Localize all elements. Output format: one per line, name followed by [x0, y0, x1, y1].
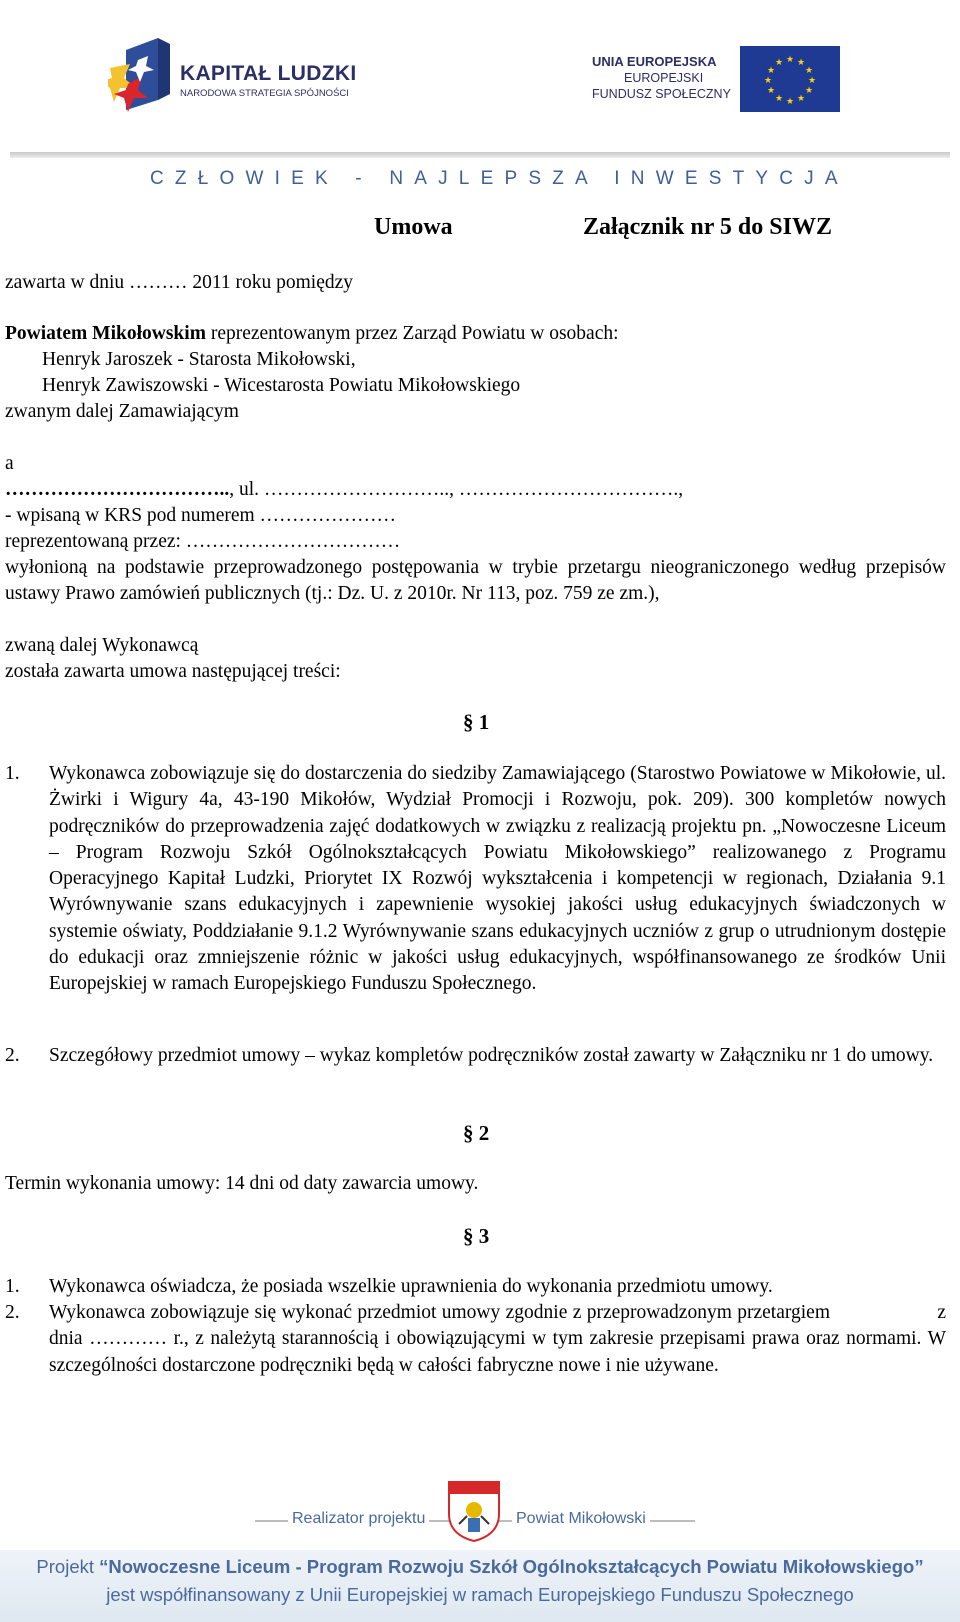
- eu-text-block: [592, 54, 731, 102]
- svg-text:★: ★: [774, 94, 784, 104]
- footer-cofinanced-line: jest współfinansowany z Unii Europejskiej w ramach Europejskiego Funduszu Społecznego: [106, 1584, 854, 1605]
- svg-text:★: ★: [785, 55, 795, 65]
- svg-text:★: ★: [785, 97, 795, 107]
- krs-line: - wpisaną w KRS pod numerem …………………: [5, 505, 397, 526]
- section-1-heading: § 1: [463, 710, 490, 734]
- selected-paragraph: wyłonioną na podstawie przeprowadzonego postępowania w trybie przetargu nieograniczonego według przepisów ustawy Prawo zamówień publicznych (tj.: Dz. U. z 2010r. Nr 113, poz. 759 ze zm.),: [5, 557, 946, 604]
- footer-project-line: [0, 1556, 960, 1578]
- footer-project-name: “Nowoczesne Liceum - Program Rozwoju Szkół Ogólnokształcących Powiatu Mikołowskiego”: [99, 1556, 924, 1577]
- svg-text:★: ★: [796, 58, 806, 68]
- motto-text: CZŁOWIEK - NAJLEPSZA INWESTYCJA: [150, 168, 849, 189]
- party2-line: [5, 477, 683, 503]
- attachment-label: Załącznik nr 5 do SIWZ: [583, 214, 832, 240]
- person1-line: Henryk Jaroszek - Starosta Mikołowski,: [42, 349, 356, 370]
- party1-name: Powiatem Mikołowskim: [5, 323, 206, 344]
- and-line: a: [5, 453, 14, 474]
- footer-realizator: Realizator projektu: [288, 1510, 429, 1528]
- concluded-line: zawarta w dniu ……… 2011 roku pomiędzy: [5, 272, 354, 293]
- section-3-item-1-number: 1.: [5, 1276, 20, 1297]
- document-title: Umowa: [374, 214, 453, 240]
- section-1-item-2: Szczegółowy przedmiot umowy – wykaz kompletów podręczników został zawarty w Załączniku nr 1 do umowy.: [49, 1045, 934, 1066]
- section-3-item-2: Wykonawca zobowiązuje się wykonać przedmiot umowy zgodnie z przeprowadzonym przetargiem z dnia ………… r., z należytą starannością i obowiązującymi w tym zakresie przepisami prawa oraz normami. W szczególności dostarczone podręczniki będą w całości fabryczne nowe i nie używane.: [49, 1302, 951, 1376]
- content-intro-line: została zawarta umowa następującej treści:: [5, 661, 341, 682]
- section-1-item-2-number: 2.: [5, 1045, 20, 1066]
- kapital-ludzki-emblem-icon: [108, 38, 188, 120]
- party1-called-line: zwanym dalej Zamawiającym: [5, 401, 239, 422]
- party1-line: [5, 321, 619, 347]
- header-divider: [10, 152, 950, 158]
- svg-text:★: ★: [796, 94, 806, 104]
- party2-called-line: zwaną dalej Wykonawcą: [5, 635, 199, 656]
- eu-line-1: UNIA EUROPEJSKA: [592, 54, 717, 69]
- svg-text:★: ★: [804, 66, 814, 76]
- kapital-ludzki-title: KAPITAŁ LUDZKI: [180, 62, 357, 85]
- section-2-heading: § 2: [463, 1121, 490, 1145]
- person2-line: Henryk Zawiszowski - Wicestarosta Powiatu Mikołowskiego: [42, 375, 521, 396]
- section-1-item-1: Wykonawca zobowiązuje się do dostarczenia do siedziby Zamawiającego (Starostwo Powiatowe w Mikołowie, ul. Żwirki i Wigury 4a, 43-190 Mikołów, Wydział Promocji i Rozwoju, pok. 209). 300 kompletów nowych podręczników do przeprowadzenia zajęć dodatkowych w związku z realizacją projektu pn. „Nowoczesne Liceum – Program Rozwoju Szkół Ogólnokształcących Powiatu Mikołowskiego” realizowanego z Programu Operacyjnego Kapitał Ludzki, Priorytet IX Rozwój wykształcenia i kompetencji w regionach, Działania 9.1 Wyrównywanie szans edukacyjnych i zapewnienie wysokiej jakości usług edukacyjnych świadczonych w systemie oświaty, Poddziałanie 9.1.2 Wyrównywanie szans edukacyjnych uczniów z grup o utrudnionym dostępie do edukacji oraz zmniejszenie różnic w jakości usług edukacyjnych, współfinansowanego ze środków Unii Europejskiej w ramach Europejskiego Funduszu Społecznego.: [49, 763, 946, 995]
- svg-text:★: ★: [804, 86, 814, 96]
- footer-powiat: Powiat Mikołowski: [512, 1510, 650, 1528]
- powiat-crest-icon: [447, 1480, 501, 1542]
- party1-rest: reprezentowanym przez Zarząd Powiatu w osobach:: [205, 323, 619, 344]
- eu-flag-icon: [740, 46, 840, 112]
- party2-dots: ……………………………..: [5, 479, 230, 500]
- section-3-heading: § 3: [463, 1224, 490, 1248]
- party2-rest: , ul. ……………………….., …………………………….,: [229, 479, 684, 500]
- section-3-item-2-number: 2.: [5, 1302, 20, 1323]
- section-2-text: Termin wykonania umowy: 14 dni od daty zawarcia umowy.: [5, 1173, 479, 1194]
- svg-text:★: ★: [774, 58, 784, 68]
- kapital-ludzki-subtitle: NARODOWA STRATEGIA SPÓJNOŚCI: [180, 88, 349, 99]
- footer-project-prefix: Projekt: [36, 1556, 100, 1577]
- svg-text:★: ★: [763, 76, 773, 86]
- svg-text:★: ★: [807, 76, 817, 86]
- section-1-item-1-number: 1.: [5, 763, 20, 784]
- eu-line-2: EUROPEJSKI: [624, 71, 704, 85]
- represented-line: reprezentowaną przez: ……………………………: [5, 531, 401, 552]
- svg-text:★: ★: [766, 66, 776, 76]
- svg-text:★: ★: [766, 86, 776, 96]
- kapital-ludzki-text: [180, 62, 356, 99]
- section-3-item-1: Wykonawca oświadcza, że posiada wszelkie uprawnienia do wykonania przedmiotu umowy.: [49, 1276, 773, 1297]
- eu-line-3: FUNDUSZ SPOŁECZNY: [592, 87, 731, 101]
